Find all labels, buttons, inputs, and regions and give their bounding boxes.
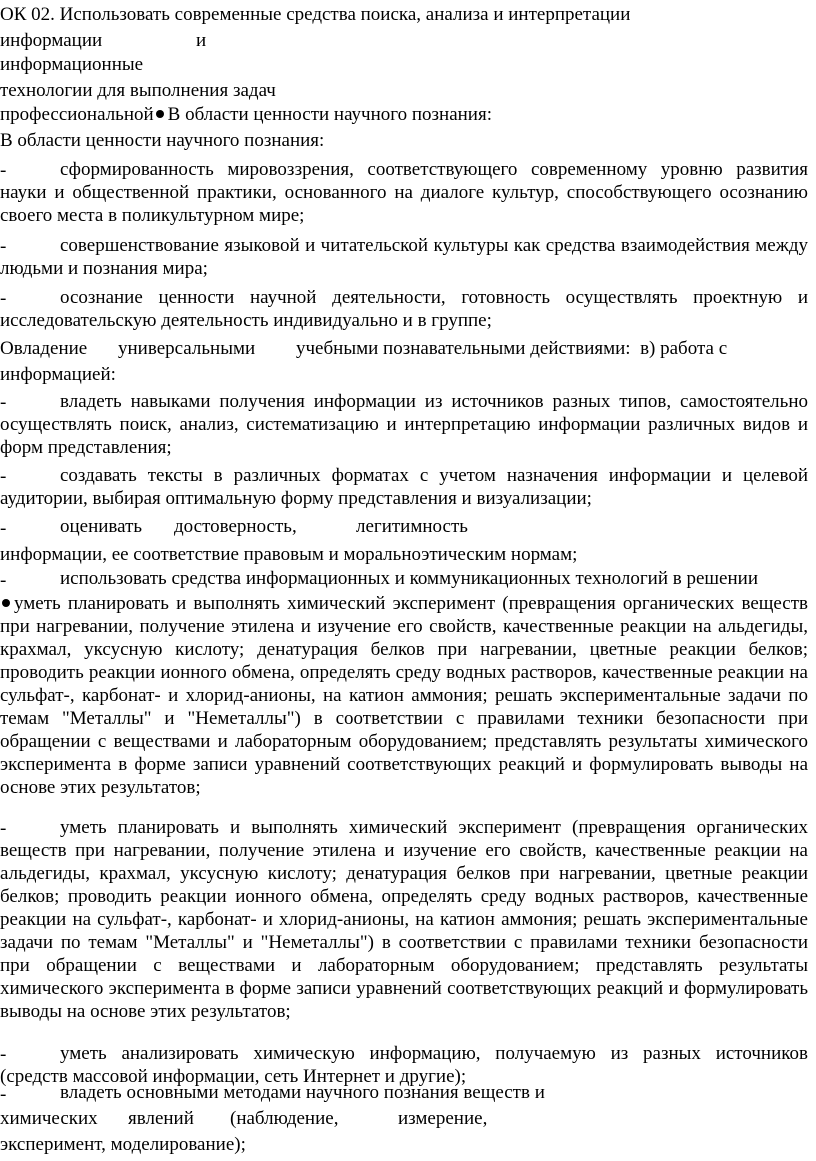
dash-marker: - xyxy=(0,518,7,539)
list-item: сформированность мировоззрения, соответствующего современному уровню развития науки и общественной практики, основанного на диалоге культур, способствующего осознанию своего места в поликультурном мире; xyxy=(0,159,808,226)
list-item: осознание ценности научной деятельности, готовность осуществлять проектную и исследовательскую деятельность индивидуально и в группе; xyxy=(0,287,808,331)
ok-title-line-5a: профессиональной xyxy=(0,104,154,125)
dash-marker: - xyxy=(0,570,7,591)
ok-title-line-5b: В области ценности научного познания: xyxy=(167,104,492,125)
item6-word-2: достоверность, xyxy=(174,516,297,537)
dash-marker: - xyxy=(0,466,7,487)
dash-marker: - xyxy=(0,236,7,257)
dash-marker: - xyxy=(0,1044,7,1065)
ok-title-line-1: ОК 02. Использовать современные средства поиска, анализа и интерпретации xyxy=(0,4,631,25)
bullet-icon xyxy=(2,599,10,607)
dash-marker: - xyxy=(0,1084,7,1105)
mastery-line-2: информацией: xyxy=(0,364,116,385)
item11-word-1: химических xyxy=(0,1108,98,1129)
ok-title-line-5 xyxy=(0,104,492,126)
list-item: уметь планировать и выполнять химический эксперимент (превращения органических веществ при нагревании, получение этилена и изучение его свойств, качественные реакции на альдегиды, крахмал, уксусную кислоту; денатурация белков при нагревании, цветные реакции белков; проводить реакции ионного обмена, определять среду водных растворов, качественные реакции на сульфат-, карбонат- и хлорид-анионы, на катион аммония; решать экспериментальные задачи по темам "Металлы" и "Неметаллы") в соответствии с правилами техники безопасности при обращении с веществами и лабораторным оборудованием; представлять результаты химического эксперимента в форме записи уравнений соответствующих реакций и формулировать выводы на основе этих результатов; xyxy=(0,817,808,1022)
mastery-word-2: универсальными xyxy=(118,338,256,359)
list-item: уметь анализировать химическую информацию, получаемую из разных источников (средств массовой информации, сеть Интернет и другие); xyxy=(0,1043,808,1087)
section-values-heading: В области ценности научного познания: xyxy=(0,130,325,151)
list-item-bullet xyxy=(0,592,808,799)
ok-title-line-2b: и xyxy=(196,30,207,51)
bullet-icon xyxy=(156,110,164,118)
dash-marker: - xyxy=(0,288,7,309)
list-item: создавать тексты в различных форматах с учетом назначения информации и целевой аудитории, выбирая оптимальную форму представления и визуализации; xyxy=(0,465,808,509)
dash-marker: - xyxy=(0,160,7,181)
item11-word-2: явлений xyxy=(128,1108,194,1129)
list-item-text: уметь планировать и выполнять химический эксперимент (превращения органических веществ при нагревании, получение этилена и изучение его свойств, качественные реакции на альдегиды, крахмал, уксусную кислоту; денатурация белков при нагревании, цветные реакции белков; проводить реакции ионного обмена, определять среду водных растворов, качественные реакции на сульфат-, карбонат- и хлорид-анионы, на катион аммония; решать экспериментальные задачи по темам "Металлы" и "Неметаллы") в соответствии с правилами техники безопасности при обращении с веществами и лабораторным оборудованием; представлять результаты химического эксперимента в форме записи уравнений соответствующих реакций и формулировать выводы на основе этих результатов; xyxy=(0,593,808,798)
item6-word-1: оценивать xyxy=(60,516,143,537)
item11-line-3: эксперимент, моделирование); xyxy=(0,1134,246,1155)
ok-title-line-2a: информации xyxy=(0,30,103,51)
item11-word-4: измерение, xyxy=(398,1108,488,1129)
list-item: использовать средства информационных и коммуникационных технологий в решении xyxy=(60,568,758,589)
item6-line-2: информации, ее соответствие правовым и моральноэтическим нормам; xyxy=(0,544,578,565)
list-item: владеть навыками получения информации из источников разных типов, самостоятельно осуществлять поиск, анализ, систематизацию и интерпретацию информации различных видов и форм представления; xyxy=(0,391,808,458)
mastery-word-1: Овладение xyxy=(0,338,88,359)
ok-title-line-4: технологии для выполнения задач xyxy=(0,80,276,101)
item6-word-3: легитимность xyxy=(356,516,468,537)
item11-word-3: (наблюдение, xyxy=(230,1108,339,1129)
dash-marker: - xyxy=(0,818,7,839)
item11-line-1: владеть основными методами научного познания веществ и xyxy=(60,1082,545,1103)
list-item: совершенствование языковой и читательской культуры как средства взаимодействия между людьми и познания мира; xyxy=(0,235,808,279)
ok-title-line-3: информационные xyxy=(0,54,144,75)
mastery-word-3: учебными познавательными действиями: в) работа с xyxy=(296,338,728,359)
dash-marker: - xyxy=(0,392,7,413)
